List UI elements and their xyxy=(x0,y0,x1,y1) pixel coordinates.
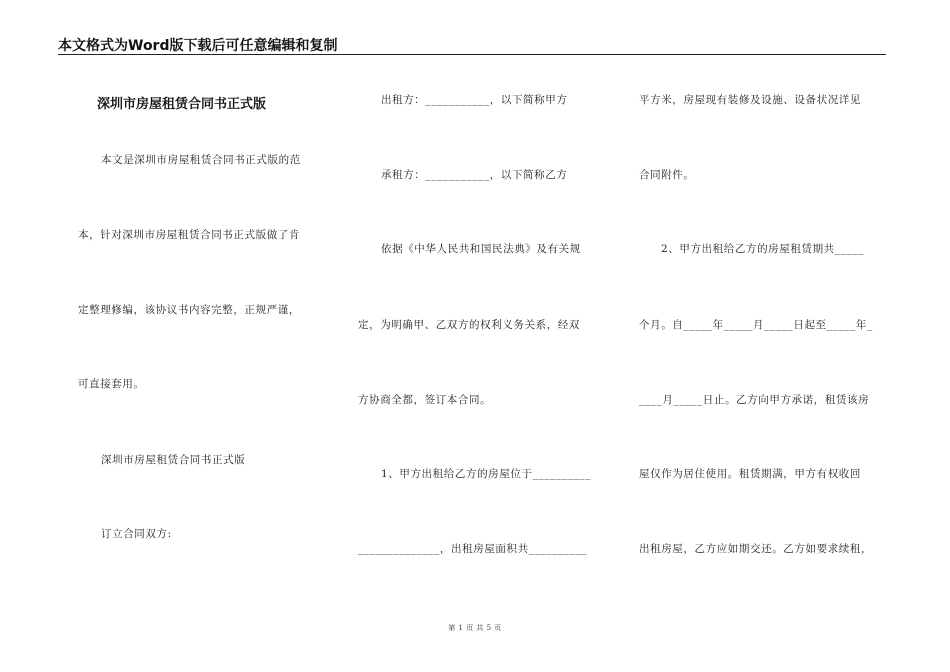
column2-line: ______________，出租房屋面积共__________ xyxy=(358,543,588,555)
column3-line: 平方米，房屋现有装修及设施、设备状况详见 xyxy=(639,94,861,106)
column2-line: 方协商全都，签订本合同。 xyxy=(358,394,492,406)
page-number-footer: 第 1 页 共 5 页 xyxy=(448,624,502,632)
column3-line: 合同附件。 xyxy=(639,169,695,181)
column1-line: 本文是深圳市房屋租赁合同书正式版的范 xyxy=(101,154,301,166)
column1-line: 定整理修编，该协议书内容完整，正规严谨， xyxy=(78,304,300,316)
column2-line: 定，为明确甲、乙双方的权利义务关系，经双 xyxy=(358,319,580,331)
column1-line: 本，针对深圳市房屋租赁合同书正式版做了肯 xyxy=(78,229,300,241)
column2-line: 1、甲方出租给乙方的房屋位于__________ xyxy=(381,468,592,480)
column3-line: 屋仅作为居住使用。租赁期满，甲方有权收回 xyxy=(639,468,861,480)
column1-line: 可直接套用。 xyxy=(78,378,145,390)
column3-line: ____月_____日止。乙方向甲方承诺，租赁该房 xyxy=(639,394,870,406)
column3-line: 个月。自_____年_____月_____日起至_____年_ xyxy=(639,319,873,331)
document-title: 深圳市房屋租赁合同书正式版 xyxy=(97,97,267,112)
column3-line: 2、甲方出租给乙方的房屋租赁期共_____ xyxy=(661,243,865,255)
column3-line: 出租房屋，乙方应如期交还。乙方如要求续租， xyxy=(639,543,873,555)
column2-line: 依据《中华人民共和国民法典》及有关规 xyxy=(381,243,581,255)
column1-line: 订立合同双方: xyxy=(101,528,172,540)
header-divider xyxy=(58,54,886,55)
column2-line: 承租方：___________，以下简称乙方 xyxy=(381,169,568,181)
column1-subtitle: 深圳市房屋租赁合同书正式版 xyxy=(101,454,246,466)
page-header-title: 本文格式为Word版下载后可任意编辑和复制 xyxy=(58,38,338,54)
column2-line: 出租方：___________，以下简称甲方 xyxy=(381,94,568,106)
